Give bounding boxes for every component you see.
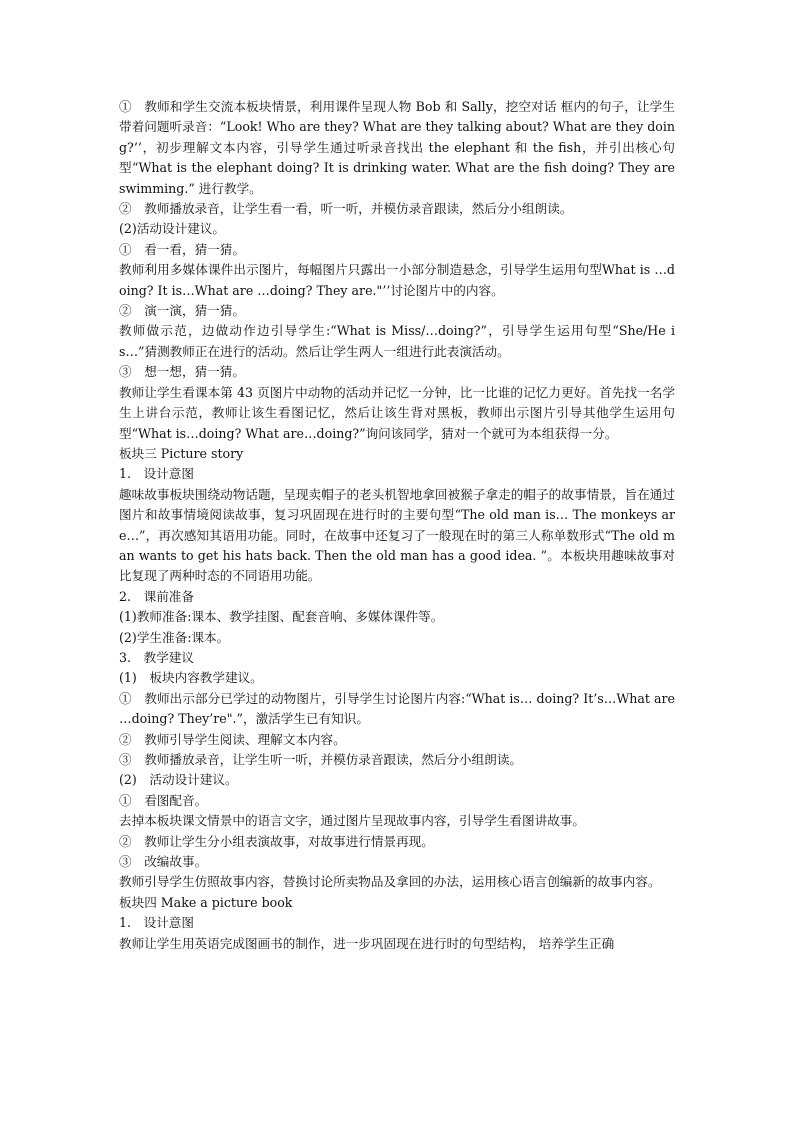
document-page (119, 97, 675, 954)
paragraph-play-recording: ③ 教师播放录音，让学生听一听，并模仿录音跟读，然后分小组朗读。 (119, 752, 522, 767)
paragraph-design-intent: 趣味故事板块围绕动物话题，呈现卖帽子的老头机智地拿回被猴子拿走的帽子的故事情景，旨在通过图片和故事情境阅读故事，复习巩固现在进行时的主要句型“The old man is… The monkeys are…”，再次感知其语用功能。同时，在故事中还复习了一般现在时的第三人称单数形式“The old man wants to get his hats back. Then the old man has a good idea. ”。本板块用趣味故事对比复现了两种时态的不同语用功能。 (119, 486, 675, 584)
paragraph-guide-reading: ② 教师引导学生阅读、理解文本内容。 (119, 731, 346, 747)
heading-teaching-suggestions: 3. 教学建议 (119, 649, 194, 665)
heading-preparation: 2. 课前准备 (119, 588, 194, 604)
heading-dubbing: ① 看图配音。 (119, 792, 208, 808)
heading-design-intent-2: 1. 设计意图 (119, 915, 194, 931)
heading-act-and-guess: ② 演一演，猜一猜。 (119, 303, 245, 319)
heading-activity-design: (2)活动设计建议。 (119, 221, 225, 237)
heading-adapt-story: ③ 改编故事。 (119, 854, 208, 870)
heading-design-intent: 1. 设计意图 (119, 466, 194, 482)
heading-activity-suggestions: (2) 活动设计建议。 (119, 772, 238, 788)
section-heading-picture-story: 板块三 Picture story (119, 445, 244, 461)
paragraph-adapt-story: 教师引导学生仿照故事内容，替换讨论所卖物品及拿回的办法，运用核心语言创编新的故事内容。 (119, 874, 661, 890)
heading-content-suggestions: (1) 板块内容教学建议。 (119, 670, 263, 686)
paragraph-look-and-guess: 教师利用多媒体课件出示图片，每幅图片只露出一小部分制造悬念，引导学生运用句型What is …doing? It is…What are …doing? They are."’’讨论图片中的内容。 (119, 262, 675, 298)
paragraph-activity-2: ② 教师播放录音，让学生看一看，听一听，并模仿录音跟读，然后分小组朗读。 (119, 201, 573, 217)
paragraph-act-and-guess: 教师做示范，边做动作边引导学生:“What is Miss/…doing?”，引导学生运用句型“She/He is…”猜测教师正在进行的活动。然后让学生两人一组进行此表演活动。 (119, 323, 675, 359)
paragraph-design-intent-2: 教师让学生用英语完成图画书的制作，进一步巩固现在进行时的句型结构， 培养学生正确 (119, 935, 615, 951)
paragraph-show-pictures: ① 教师出示部分已学过的动物图片，引导学生讨论图片内容:“What is… doing? It’s…What are …doing? They’re".”，激活学生已有知识。 (119, 690, 675, 727)
section-heading-picture-book: 板块四 Make a picture book (119, 894, 293, 910)
paragraph-dubbing: 去掉本板块课文情景中的语言文字，通过图片呈现故事内容，引导学生看图讲故事。 (119, 813, 585, 829)
heading-think-and-guess: ③ 想一想，猜一猜。 (119, 364, 245, 380)
paragraph-student-preparation: (2)学生准备:课本。 (119, 629, 230, 645)
heading-look-and-guess: ① 看一看，猜一猜。 (119, 241, 245, 257)
paragraph-teacher-preparation: (1)教师准备:课本、教学挂图、配套音响、多媒体课件等。 (119, 609, 444, 625)
paragraph-act-story: ② 教师让学生分小组表演故事，对故事进行情景再现。 (119, 833, 434, 849)
paragraph-activity-1: ① 教师和学生交流本板块情景，利用课件呈现人物 Bob 和 Sally，挖空对话 框内的句子，让学生带着问题听录音：“Look! Who are they? What are they talking about? What are they doing?’’，初步理解文本内容，引导学生通过听录音找出 the elephant 和 the fish，并引出核心句型“What is the elephant doing? It is drinking water. What are the fish doing? They are swimming.” 进行教学。 (119, 99, 675, 196)
paragraph-think-and-guess: 教师让学生看课本第 43 页图片中动物的活动并记忆一分钟，比一比谁的记忆力更好。首先找一名学生上讲台示范，教师让该生看图记忆，然后让该生背对黑板，教师出示图片引导其他学生运用句型“What is…doing? What are…doing?”询问该同学，猜对一个就可为本组获得一分。 (119, 384, 675, 441)
